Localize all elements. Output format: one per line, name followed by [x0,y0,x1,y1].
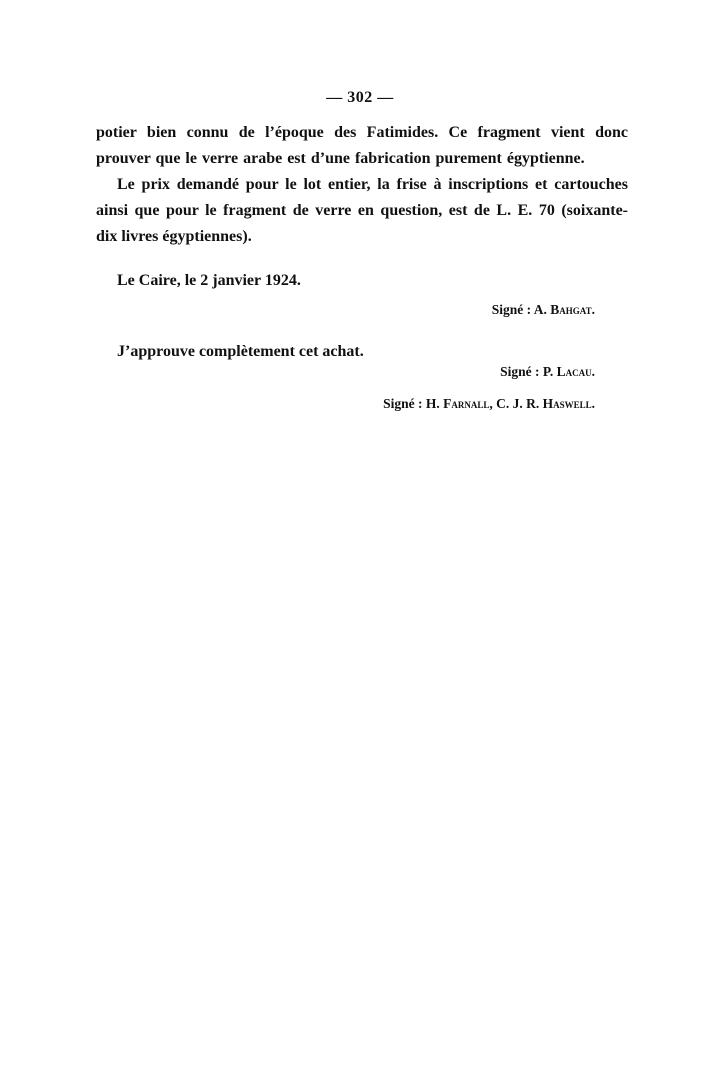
paragraph-2-line-1: Le prix demandé pour le lot entier, la frise à inscriptions et cartouches [117,176,628,193]
paragraph-1-line-2: prouver que le verre arabe est d’une fabrication purement égyptienne. [96,150,585,167]
signature-lacau-prefix: Signé : P. [500,364,554,379]
signature-farnall-name: Farnall [443,396,490,411]
signature-lacau [500,364,595,380]
paragraph-2-line-2: ainsi que pour le fragment de verre en question, est de L. E. 70 (soixante- [96,202,628,219]
signature-bahgat [492,302,595,318]
signature-lacau-name: Lacau. [556,364,595,379]
date-line: Le Caire, le 2 janvier 1924. [117,272,301,289]
paragraph-2-line-3: dix livres égyptiennes). [96,228,252,245]
signature-farnall-prefix: Signé : H. [383,396,440,411]
signature-bahgat-prefix: Signé : A. [491,302,547,317]
page-number: — 302 — [326,89,394,106]
signature-bahgat-name: Bahgat. [550,302,595,317]
signature-middle-initials: , C. J. R. [489,396,540,411]
signature-haswell-name: Haswell. [542,396,595,411]
approval-line: J’approuve complètement cet achat. [117,343,364,360]
paragraph-1-line-1: potier bien connu de l’époque des Fatimides. Ce fragment vient donc [96,124,628,141]
signature-farnall-haswell [383,396,595,412]
